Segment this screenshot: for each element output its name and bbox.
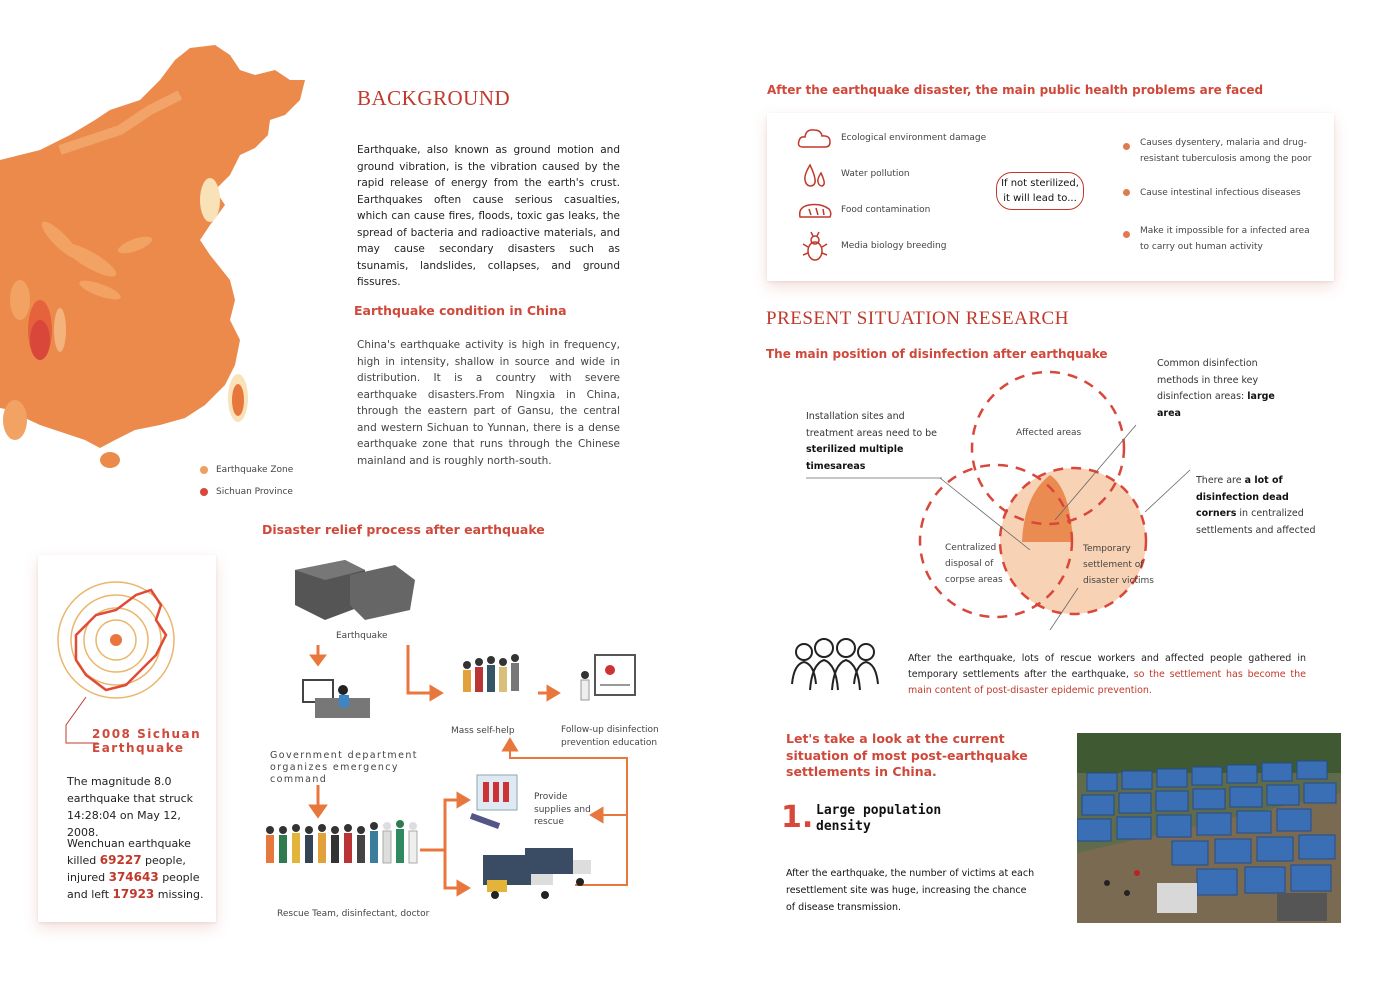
injured-suffix: people [162, 871, 200, 884]
problem-label: Ecological environment damage [841, 133, 987, 143]
earthquake-rubble-icon [295, 560, 415, 620]
problem-label: Water pollution [841, 169, 910, 179]
consequence-item [1123, 135, 1315, 167]
flow-label-followup: Follow-up disinfection prevention education [561, 725, 659, 748]
mass-people-icon [463, 654, 519, 692]
china-map [0, 40, 320, 490]
gathered-main: After the earthquake, lots of rescue workers and affected people gathered in temporary settlements after the earthquake, [908, 653, 1306, 680]
rescue-team-icon [266, 820, 417, 863]
problem-label: Media biology breeding [841, 241, 947, 251]
legend-item-sichuan [200, 485, 293, 499]
government-desk-icon [303, 680, 370, 718]
note-install [806, 409, 941, 475]
item-number: 1. [781, 800, 814, 835]
legend-label: Sichuan Province [216, 487, 293, 497]
venn-label-affected: Affected areas [1016, 428, 1082, 438]
consequence-bullet [1123, 143, 1130, 150]
sichuan-para2 [67, 835, 207, 903]
position-title: The main position of disinfection after earthquake [766, 347, 1108, 361]
gathered-text [908, 651, 1306, 699]
consequence-text: Causes dysentery, malaria and drug-resistant tuberculosis among the poor [1140, 138, 1312, 164]
consequence-bullet [1123, 189, 1130, 196]
note-common-bold: large area [1157, 391, 1275, 419]
legend-swatch [200, 488, 208, 496]
supplies-icon [470, 775, 517, 829]
note-dead-bold: a lot of disinfection dead corners [1196, 475, 1289, 519]
killed-number: 69227 [99, 853, 142, 867]
health-title: After the earthquake disaster, the main public health problems are faced [767, 83, 1264, 97]
note-common-text: Common disinfection methods in three key disinfection areas: [1157, 358, 1259, 402]
background-title: BACKGROUND [357, 86, 511, 110]
note-dead-text2: in centralized settlements and affected [1196, 508, 1316, 536]
note-install-text: Installation sites and treatment areas need to be [806, 411, 938, 439]
sichuan-card [38, 555, 216, 922]
map-legend [200, 463, 293, 499]
sichuan-para1: The magnitude 8.0 earthquake that struck 14:28:04 on May 12, 2008. [67, 775, 194, 839]
missing-prefix: and left [67, 888, 110, 901]
epicenter-map-icon [56, 575, 196, 715]
health-problems-card [767, 113, 1334, 281]
flow-label-gov: Government department organizes emergency command [270, 750, 418, 785]
sichuan-title-line1: 2008 Sichuan [92, 727, 202, 741]
note-dead [1196, 473, 1321, 539]
install-pointer-line [806, 476, 946, 486]
gathered-highlight: so the settlement has become the main content of post-disaster epidemic prevention. [908, 669, 1306, 696]
flow-label-supplies: Provide supplies and rescue [534, 792, 591, 827]
injured-number: 374643 [108, 870, 159, 884]
lead-to-bubble: If not sterilized, it will lead to... [996, 172, 1084, 210]
cloud-icon [797, 127, 833, 149]
injured-prefix: injured [67, 871, 106, 884]
killed-prefix: Wenchuan earthquake killed [67, 837, 191, 867]
bread-icon [797, 201, 833, 221]
crowd-icon [790, 634, 880, 694]
consequence-bullet [1123, 231, 1130, 238]
venn-label-corpse: Centralized disposal of corpse areas [945, 543, 1003, 585]
consequence-item [1123, 223, 1315, 255]
item-title: Large population density [816, 803, 942, 834]
sichuan-title-line2: Earthquake [92, 741, 185, 755]
missing-number: 17923 [112, 887, 155, 901]
venn-diagram [900, 370, 1200, 630]
condition-title: Earthquake condition in China [354, 303, 567, 318]
missing-suffix: missing. [157, 888, 204, 901]
flow-label-mass: Mass self-help [451, 726, 515, 736]
problem-label: Food contamination [841, 205, 931, 215]
condition-text: China's earthquake activity is high in frequency, high in intensity, shallow in source and wide in distribution. It is a country with severe earthquake disasters.From Ningxia in China, through the eastern part of Gansu, the central and western Sichuan to Yunnan, there is a dense earthquake zone that runs through the Chinese mainland and is roughly north-south. [357, 339, 620, 467]
background-text: Earthquake, also known as ground motion and ground vibration, is the vibration caused by the rapid release of energy from the earth's crust. Earthquakes often cause serious casualties, which can cause fires, floods, toxic gas leaks, the spread of bacteria and radioactive materials, and may cause secondary disasters such as tsunamis, landslides, collapses, and ground fissures. [357, 144, 620, 288]
legend-item-earthquake-zone [200, 463, 293, 477]
consequence-item [1123, 185, 1325, 201]
look-title: Let's take a look at the current situation of most post-earthquake settlements in China. [786, 731, 1028, 779]
relief-title: Disaster relief process after earthquake [262, 522, 545, 537]
flow-label-earthquake: Earthquake [336, 631, 388, 641]
bug-icon [801, 231, 829, 263]
venn-label-temporary: Temporary settlement of disaster victims [1083, 544, 1154, 586]
legend-swatch [200, 466, 208, 474]
killed-suffix: people, [145, 854, 186, 867]
note-install-bold: sterilized multiple timesareas [806, 444, 904, 472]
research-title: PRESENT SITUATION RESEARCH [766, 308, 1069, 329]
item-text: After the earthquake, the number of victims at each resettlement site was huge, increasing the chance of disease transmission. [786, 868, 1035, 913]
consequence-text: Cause intestinal infectious diseases [1140, 188, 1301, 198]
note-common [1157, 356, 1277, 422]
trucks-icon [483, 848, 591, 899]
flow-label-rescue: Rescue Team, disinfectant, doctor [277, 909, 430, 919]
sichuan-card-title [92, 727, 201, 755]
settlement-photo [1077, 733, 1341, 923]
note-dead-text: There are [1196, 475, 1242, 486]
education-board-icon [581, 655, 635, 700]
water-drops-icon [801, 161, 829, 189]
legend-label: Earthquake Zone [216, 465, 294, 475]
consequence-text: Make it impossible for a infected area to carry out human activity [1140, 226, 1310, 252]
